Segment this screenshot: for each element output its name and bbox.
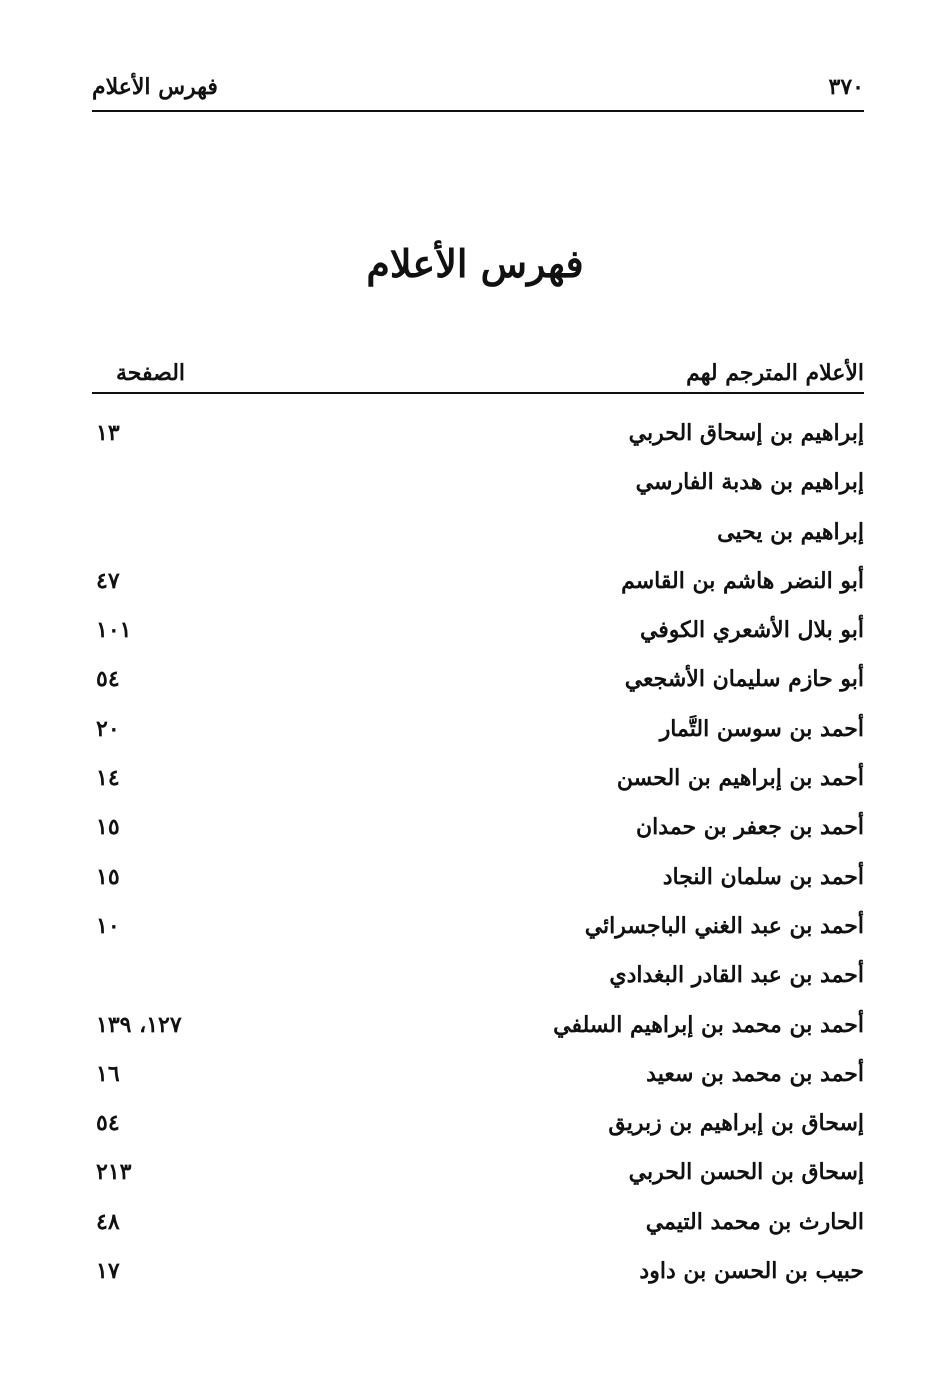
entry-pages: ١٤ — [96, 765, 120, 792]
entry-name: أحمد بن سوسن التَّمار — [659, 715, 864, 742]
index-entry — [92, 607, 864, 656]
entry-name: أحمد بن جعفر بن حمدان — [636, 814, 864, 841]
entry-pages: ١٠ — [96, 912, 120, 939]
entry-pages: ٤٨ — [96, 1208, 120, 1235]
entry-name: أبو بلال الأشعري الكوفي — [639, 617, 864, 644]
running-header — [92, 64, 864, 104]
index-entry — [92, 558, 864, 607]
index-entry — [92, 656, 864, 705]
index-entry — [92, 509, 864, 558]
index-entry — [92, 903, 864, 952]
page-number: ٣٧٠ — [828, 74, 864, 100]
running-title: فهرس الأعلام — [92, 74, 218, 100]
entry-name: أبو حازم سليمان الأشجعي — [624, 666, 864, 693]
entry-name: إسحاق بن الحسن الحربي — [628, 1159, 864, 1186]
entry-name: أحمد بن محمد بن إبراهيم السلفي — [553, 1011, 864, 1038]
entry-pages: ٢١٣ — [96, 1159, 132, 1186]
entry-pages: ٥٤ — [96, 666, 120, 693]
index-entry — [92, 1149, 864, 1198]
column-header-row — [92, 356, 864, 390]
entry-pages: ٥٤ — [96, 1110, 120, 1137]
entry-pages: ١٣ — [96, 420, 120, 446]
index-entry — [92, 1248, 864, 1297]
entry-name: أحمد بن عبد القادر البغدادي — [609, 962, 864, 989]
page-title: فهرس الأعلام — [366, 241, 584, 286]
entry-name: إسحاق بن إبراهيم بن زبريق — [608, 1110, 864, 1137]
page-column-header: الصفحة — [116, 360, 186, 386]
entry-name: أحمد بن سلمان النجاد — [662, 863, 864, 890]
entry-name: إبراهيم بن هدبة الفارسي — [635, 469, 864, 496]
index-entry — [92, 410, 864, 459]
index-entry — [92, 1002, 864, 1051]
entry-pages: ١٥ — [96, 863, 120, 890]
index-entry — [92, 1051, 864, 1100]
entry-pages: ٤٧ — [96, 567, 120, 594]
names-column-header: الأعلام المترجم لهم — [686, 360, 864, 386]
entry-name: أبو النضر هاشم بن القاسم — [621, 567, 864, 594]
column-header-divider — [92, 392, 864, 394]
entry-name: أحمد بن عبد الغني الباجسرائي — [584, 912, 864, 939]
index-entry — [92, 804, 864, 853]
index-entry — [92, 755, 864, 804]
entry-pages: ١٠١ — [96, 617, 132, 644]
entry-pages: ١٢٧، ١٣٩ — [96, 1011, 182, 1038]
index-entry — [92, 952, 864, 1001]
index-entries-list — [92, 410, 864, 1297]
index-entry — [92, 1100, 864, 1149]
index-entry — [92, 706, 864, 755]
index-entry — [92, 854, 864, 903]
index-entry — [92, 1199, 864, 1248]
entry-name: حبيب بن الحسن بن داود — [639, 1258, 864, 1285]
entry-name: إبراهيم بن إسحاق الحربي — [628, 420, 864, 446]
entry-pages: ١٥ — [96, 814, 120, 841]
entry-name: إبراهيم بن يحيى — [717, 518, 864, 545]
entry-pages: ١٦ — [96, 1060, 120, 1087]
entry-name: أحمد بن إبراهيم بن الحسن — [616, 765, 864, 792]
entry-pages: ١٧ — [96, 1258, 120, 1285]
index-entry — [92, 459, 864, 508]
entry-name: الحارث بن محمد التيمي — [645, 1208, 864, 1235]
entry-pages: ٢٠ — [96, 715, 120, 742]
header-divider — [92, 110, 864, 112]
entry-name: أحمد بن محمد بن سعيد — [646, 1060, 864, 1087]
